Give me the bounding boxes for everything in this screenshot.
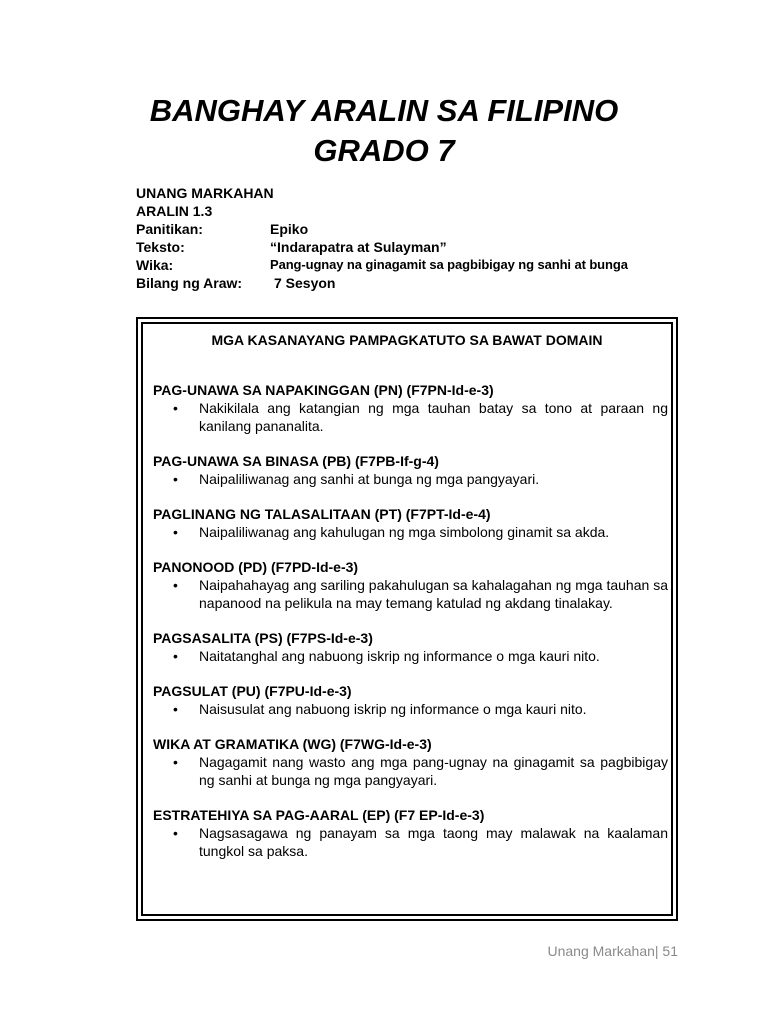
domain-heading: PAG-UNAWA SA BINASA (PB) (F7PB-If-g-4)	[153, 453, 439, 469]
meta-araw-label: Bilang ng Araw:	[136, 275, 243, 291]
domain-item	[153, 576, 668, 612]
competencies-box-title: MGA KASANAYANG PAMPAGKATUTO SA BAWAT DOMAIN	[211, 332, 603, 348]
bullet-icon: •	[173, 400, 178, 416]
domain-section	[153, 452, 668, 488]
meta-araw-value: 7 Sesyon	[274, 275, 336, 291]
domain-section	[153, 558, 668, 612]
domain-items	[153, 700, 668, 718]
page-footer: Unang Markahan| 51	[547, 943, 678, 959]
domain-item	[153, 753, 668, 789]
domain-item	[153, 523, 668, 541]
title-line-1: BANGHAY ARALIN SA FILIPINO	[149, 93, 619, 128]
domain-list	[153, 381, 668, 877]
meta-markahan: UNANG MARKAHAN	[136, 185, 274, 201]
domain-item-text: Naipaliliwanag ang sanhi at bunga ng mga pangyayari.	[199, 471, 540, 487]
bullet-icon: •	[173, 701, 178, 717]
page-title	[0, 91, 768, 171]
domain-item-text: Nagagamit nang wasto ang mga pang-ugnay na ginagamit sa pagbibigay ng sanhi at bunga ng mga pangyayari.	[199, 754, 668, 788]
meta-teksto-value: “Indarapatra at Sulayman”	[270, 239, 447, 255]
meta-panitikan-label: Panitikan:	[136, 221, 203, 237]
domain-heading: PAGSASALITA (PS) (F7PS-Id-e-3)	[153, 630, 373, 646]
domain-item-text: Naipahahayag ang sariling pakahulugan sa kahalagahan ng mga tauhan sa napanood na pelikula na may temang katulad ng akdang tinalakay.	[199, 577, 668, 611]
meta-wika-label: Wika:	[136, 257, 174, 273]
domain-item-text: Naisusulat ang nabuong iskrip ng informance o mga kauri nito.	[199, 701, 587, 717]
domain-item-text: Naipaliliwanag ang kahulugan ng mga simbolong ginamit sa akda.	[199, 524, 610, 540]
title-line-2: GRADO 7	[313, 133, 455, 168]
domain-heading: ESTRATEHIYA SA PAG-AARAL (EP) (F7 EP-Id-e-3)	[153, 807, 485, 823]
bullet-icon: •	[173, 754, 178, 770]
domain-heading: PAGLINANG NG TALASALITAAN (PT) (F7PT-Id-e-4)	[153, 506, 491, 522]
domain-section	[153, 629, 668, 665]
domain-items	[153, 523, 668, 541]
domain-item	[153, 470, 668, 488]
domain-section	[153, 806, 668, 860]
domain-heading: WIKA AT GRAMATIKA (WG) (F7WG-Id-e-3)	[153, 736, 432, 752]
meta-aralin: ARALIN 1.3	[136, 203, 213, 219]
domain-item-text: Nakikilala ang katangian ng mga tauhan batay sa tono at paraan ng kanilang pananalita.	[199, 400, 668, 434]
domain-item	[153, 700, 668, 718]
bullet-icon: •	[173, 471, 178, 487]
domain-items	[153, 576, 668, 612]
domain-section	[153, 505, 668, 541]
domain-items	[153, 753, 668, 789]
domain-items	[153, 470, 668, 488]
meta-panitikan-value: Epiko	[270, 221, 309, 237]
domain-items	[153, 647, 668, 665]
domain-heading: PAG-UNAWA SA NAPAKINGGAN (PN) (F7PN-Id-e-3)	[153, 382, 494, 398]
meta-wika-value: Pang-ugnay na ginagamit sa pagbibigay ng sanhi at bunga	[270, 257, 628, 272]
domain-item	[153, 399, 668, 435]
domain-section	[153, 735, 668, 789]
bullet-icon: •	[173, 825, 178, 841]
domain-item	[153, 824, 668, 860]
competencies-box	[136, 317, 678, 921]
domain-item-text: Naitatanghal ang nabuong iskrip ng informance o mga kauri nito.	[199, 648, 600, 664]
domain-section	[153, 682, 668, 718]
domain-item-text: Nagsasagawa ng panayam sa mga taong may malawak na kaalaman tungkol sa paksa.	[199, 825, 668, 859]
domain-items	[153, 399, 668, 435]
meta-teksto-label: Teksto:	[136, 239, 185, 255]
domain-heading: PAGSULAT (PU) (F7PU-Id-e-3)	[153, 683, 352, 699]
domain-heading: PANONOOD (PD) (F7PD-Id-e-3)	[153, 559, 359, 575]
bullet-icon: •	[173, 524, 178, 540]
domain-item	[153, 647, 668, 665]
bullet-icon: •	[173, 648, 178, 664]
bullet-icon: •	[173, 577, 178, 593]
domain-section	[153, 381, 668, 435]
domain-items	[153, 824, 668, 860]
competencies-box-inner-border	[141, 322, 673, 916]
